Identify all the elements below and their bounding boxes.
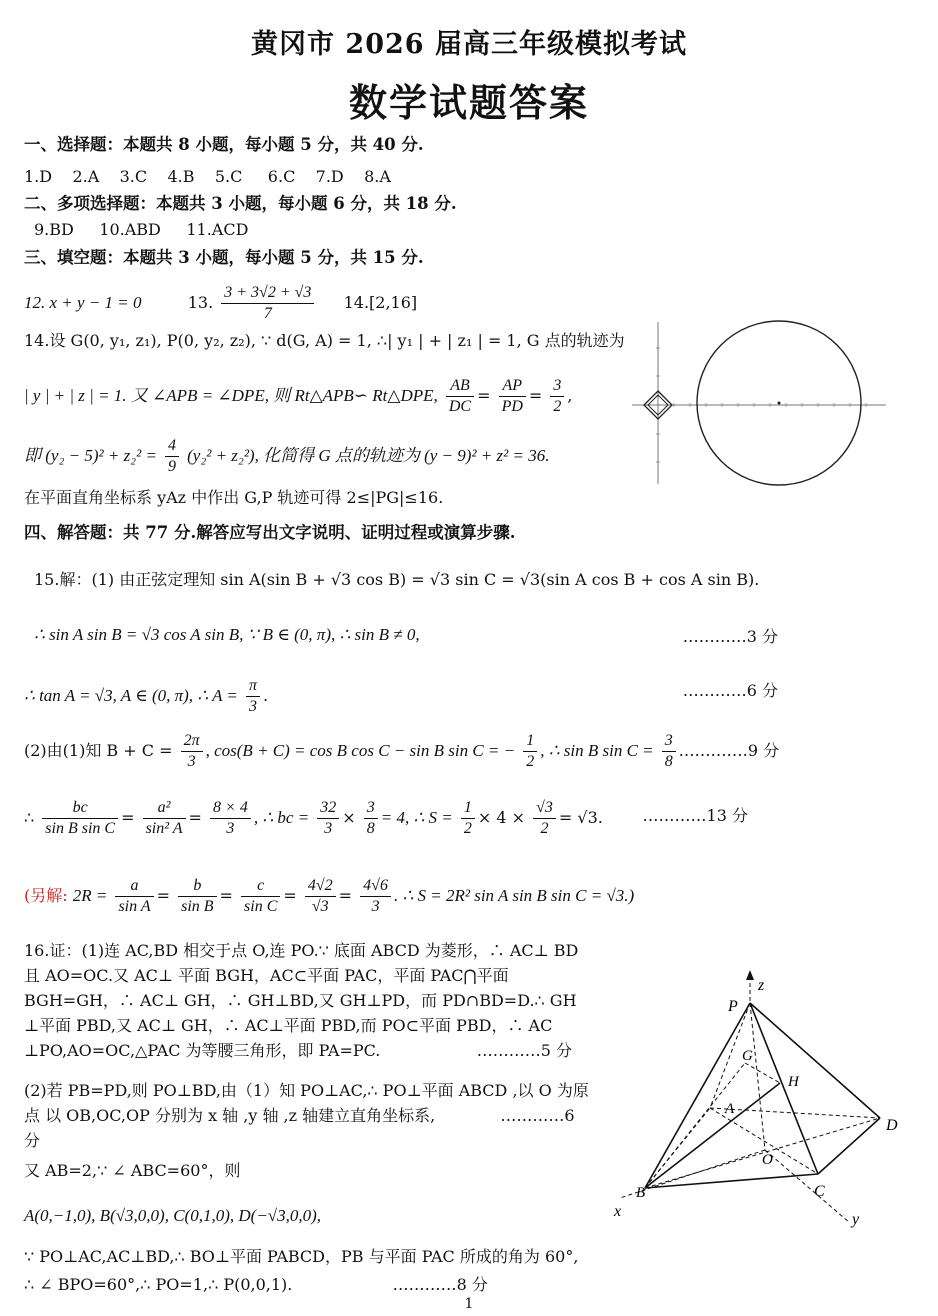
circle-center-dot bbox=[778, 402, 781, 405]
q15-score-6: …………6 分 bbox=[682, 681, 778, 700]
label-o: O bbox=[762, 1152, 773, 1168]
q15-frac-32-3 bbox=[317, 798, 339, 839]
q14-frac-4-9 bbox=[165, 436, 179, 477]
fill-answers-row bbox=[24, 283, 417, 324]
answer-title: 数学试题答案 bbox=[348, 80, 589, 125]
q15-line3: ∴ tan A = √3, A ∈ (0, π), ∴ A = $\frac{\pi}{3}$ . bbox=[24, 677, 269, 715]
section4-heading: 四、解答题：共 77 分.解答应写出文字说明、证明过程或演算步骤. bbox=[24, 523, 516, 542]
answer-14: 14.[2,16] bbox=[343, 293, 418, 312]
label-p: P bbox=[728, 998, 738, 1015]
q14-line2-text: | y | + | z | = 1. 又 ∠APB = ∠DPE, 则 Rt△APB∽ Rt△DPE, bbox=[24, 386, 438, 405]
q16-part2 bbox=[24, 1078, 592, 1153]
frac-den: 2 bbox=[540, 820, 549, 837]
alt-frac-a bbox=[115, 876, 153, 917]
q15-line2: ∴ sin A sin B = √3 cos A sin B, ∵ B ∈ (0, π), ∴ sin B ≠ 0, bbox=[34, 625, 420, 644]
page-number: 1 bbox=[464, 1296, 474, 1312]
q15-line3-text: ∴ tan A = √3, A ∈ (0, π), ∴ A = bbox=[24, 686, 238, 705]
frac-num: 3 bbox=[662, 731, 676, 752]
frac-num: AB bbox=[446, 376, 474, 397]
q15-line4-text-a: (2)由(1)知 B + C = bbox=[24, 741, 173, 760]
q14-frac-ab-dc bbox=[446, 376, 474, 417]
frac-num: bc bbox=[42, 798, 118, 819]
q16-line-p bbox=[24, 1274, 488, 1296]
q15-line5-end: = √3. bbox=[558, 808, 603, 827]
frac-den: 3 bbox=[324, 820, 333, 837]
q14-line3-text-b: (y₂² + z₂²), 化简得 G 点的轨迹为 (y − 9)² + z² = 36. bbox=[187, 446, 550, 465]
label-c: C bbox=[814, 1183, 825, 1200]
y-axis bbox=[765, 1150, 850, 1223]
q15-frac-3-8 bbox=[662, 731, 676, 772]
frac-den: 2 bbox=[526, 753, 535, 770]
answer-9: 9.BD bbox=[34, 220, 74, 239]
exam-title: 黄冈市 2026 届高三年级模拟考试 bbox=[251, 29, 687, 60]
frac-num: 4 bbox=[165, 436, 179, 457]
edge-pb bbox=[645, 1003, 750, 1188]
frac-den: 8 bbox=[664, 753, 673, 770]
frac-num: 2π bbox=[181, 731, 203, 752]
q15-frac-pi-3 bbox=[246, 676, 260, 717]
q14-solution-line2: | y | + | z | = 1. 又 ∠APB = ∠DPE, 则 Rt△APB∽ Rt△DPE, $\frac{AB}{DC}$ = $\frac{AP}{PD}$ = $\frac{3}{2}$ , bbox=[24, 377, 573, 415]
section2-answers bbox=[34, 219, 248, 241]
frac-num: √3 bbox=[533, 798, 556, 819]
answer-6: 6.C bbox=[267, 167, 296, 186]
section1-answers bbox=[24, 166, 391, 188]
answer-4: 4.B bbox=[167, 167, 195, 186]
label-a: A bbox=[725, 1101, 735, 1117]
q16-part1-text: 16.证：(1)连 AC,BD 相交于点 O,连 PO.∵ 底面 ABCD 为菱形，∴ AC⊥ BD 且 AO=OC.又 AC⊥ 平面 BGH，AC⊂平面 PAC，平面 PAC⋂平面 BGH=GH，∴ AC⊥ GH，∴ GH⊥BD,又 GH⊥PD，而 PD∩BD=D.∴ GH ⊥平面 PBD,又 AC⊥ GH，∴ AC⊥平面 PBD,而 PO⊂平面 PBD，∴ AC ⊥PO,AO=OC,△PAC 为等腰三角形，即 PA=PC. bbox=[24, 941, 579, 1060]
q15-frac-8x4 bbox=[210, 798, 251, 839]
q14-solution-line4: 在平面直角坐标系 yAz 中作出 G,P 轨迹可得 2≤|PG|≤16. bbox=[24, 488, 444, 507]
line-bg bbox=[645, 1063, 745, 1188]
q15-line4-text-b: , cos(B + C) = cos B cos C − sin B sin C = − bbox=[205, 741, 516, 760]
q14-solution-line3 bbox=[24, 436, 549, 477]
frac-den: sin C bbox=[244, 898, 278, 915]
q15-line5: ∴ $\frac{bc}{\text{sin B sin C}}$ = $\frac{\text{a²}}{\text{sin² A}}$ = $\frac{8 \times 4}{3}$ , ∴ bc = $\frac{32}{3}$ × $\frac{3}{8}$ = 4, ∴ S = $\frac{1}{2}$ × 4 × $\frac{√3}{2}$ = √3. bbox=[24, 799, 603, 837]
q13-numerator: 3 + 3√2 + √3 bbox=[221, 283, 314, 304]
answer-13-fraction bbox=[221, 283, 314, 324]
q15-frac-a2 bbox=[143, 798, 186, 839]
alt-frac-4sqrt2 bbox=[305, 876, 336, 917]
frac-num: 4√2 bbox=[305, 876, 336, 897]
q15-frac-1-2b bbox=[461, 798, 475, 839]
frac-den: 3 bbox=[187, 753, 196, 770]
alt-end: . ∴ S = 2R² sin A sin B sin C = √3.) bbox=[393, 886, 635, 905]
q15-line4-text-c: , ∴ sin B sin C = bbox=[540, 741, 654, 760]
q15-line5-mid: , ∴ bc = bbox=[253, 808, 310, 827]
trajectory-plot bbox=[624, 318, 894, 488]
frac-den: 8 bbox=[366, 820, 375, 837]
label-b: B bbox=[636, 1185, 646, 1201]
answer-1: 1.D bbox=[24, 167, 53, 186]
q15-score-3: …………3 分 bbox=[682, 627, 778, 646]
q15-line5-mid2: = 4, ∴ S = bbox=[380, 808, 453, 827]
answer-10: 10.ABD bbox=[99, 220, 161, 239]
frac-den: sin B bbox=[181, 898, 214, 915]
q16-score-5: …………5 分 bbox=[476, 1041, 572, 1060]
label-z: z bbox=[758, 977, 765, 994]
q14-line3-text-a: 即 (y₂ − 5)² + z₂² = bbox=[24, 446, 157, 465]
label-y: y bbox=[852, 1211, 860, 1228]
frac-den: sin² A bbox=[145, 820, 183, 837]
q15-score-9: .…………9 分 bbox=[678, 741, 780, 760]
z-arrow-icon bbox=[746, 970, 754, 980]
frac-den: √3 bbox=[311, 898, 329, 915]
q16-line-p-text: ∴ ∠ BPO=60°,∴ PO=1,∴ P(0,0,1). bbox=[24, 1275, 293, 1294]
q15-score-13: …………13 分 bbox=[642, 806, 748, 825]
section1-heading: 一、选择题：本题共 8 小题，每小题 5 分，共 40 分. bbox=[24, 135, 424, 154]
frac-num: AP bbox=[499, 376, 526, 397]
frac-den: 9 bbox=[168, 458, 177, 475]
alt-solution-label: (另解: bbox=[24, 886, 68, 905]
q16-score-6: …………6 分 bbox=[24, 1106, 575, 1150]
frac-num: 4√6 bbox=[360, 876, 391, 897]
answer-8: 8.A bbox=[364, 167, 391, 186]
label-x: x bbox=[614, 1203, 622, 1220]
q15-frac-1-2 bbox=[523, 731, 537, 772]
q16-coordinates: A(0,−1,0), B(√3,0,0), C(0,1,0), D(−√3,0,0), bbox=[24, 1206, 322, 1225]
q16-given: 又 AB=2,∵ ∠ ABC=60°，则 bbox=[24, 1161, 241, 1180]
q15-frac-sqrt3-2 bbox=[533, 798, 556, 839]
q14-solution-line1: 14.设 G(0, y₁, z₁), P(0, y₂, z₂), ∵ d(G, A) = 1, ∴| y₁ | + | z₁ | = 1, G 点的轨迹为 bbox=[24, 331, 625, 350]
label-g: G bbox=[742, 1048, 753, 1064]
frac-den: PD bbox=[501, 398, 523, 415]
section3-heading: 三、填空题：本题共 3 小题，每小题 5 分，共 15 分. bbox=[24, 248, 424, 267]
q16-part2-text: (2)若 PB=PD,则 PO⊥BD,由（1）知 PO⊥AC,∴ PO⊥平面 ABCD ,以 O 为原点 以 OB,OC,OP 分别为 x 轴 ,y 轴 ,z 轴建立直角坐标系, bbox=[24, 1081, 589, 1125]
label-h: H bbox=[788, 1074, 799, 1090]
q16-line-angle: ∵ PO⊥AC,AC⊥BD,∴ BO⊥平面 PABCD，PB 与平面 PAC 所成的角为 60°, bbox=[24, 1247, 579, 1266]
alt-frac-c bbox=[241, 876, 280, 917]
q15-line4 bbox=[24, 731, 779, 772]
pyramid-figure bbox=[600, 968, 918, 1238]
line-bh bbox=[645, 1083, 780, 1188]
alt-frac-b bbox=[178, 876, 216, 917]
frac-num: 8 × 4 bbox=[210, 798, 251, 819]
q15-frac-2pi-3 bbox=[181, 731, 203, 772]
frac-den: 2 bbox=[553, 398, 562, 415]
frac-num: c bbox=[241, 876, 280, 897]
frac-num: 1 bbox=[461, 798, 475, 819]
frac-num: 1 bbox=[523, 731, 537, 752]
frac-num: 3 bbox=[550, 376, 564, 397]
q16-part1 bbox=[24, 938, 592, 1063]
edge-cd bbox=[818, 1118, 880, 1174]
answer-3: 3.C bbox=[119, 167, 148, 186]
q15-line1: 15.解：(1) 由正弦定理知 sin A(sin B + √3 cos B) = √3 sin C = √3(sin A cos B + cos A sin B). bbox=[34, 570, 760, 589]
q16-score-8: …………8 分 bbox=[392, 1275, 488, 1294]
frac-num: a bbox=[115, 876, 153, 897]
answer-2: 2.A bbox=[72, 167, 100, 186]
answer-7: 7.D bbox=[315, 167, 344, 186]
q14-frac-3-2 bbox=[550, 376, 564, 417]
q15-line5-x4: × 4 × bbox=[477, 808, 526, 827]
frac-den: 2 bbox=[463, 820, 472, 837]
frac-den: DC bbox=[448, 398, 472, 415]
frac-num: 3 bbox=[364, 798, 378, 819]
frac-num: b bbox=[178, 876, 216, 897]
alt-2r: 2R = bbox=[72, 886, 108, 905]
frac-den: sin B sin C bbox=[45, 820, 116, 837]
frac-den: 3 bbox=[371, 898, 380, 915]
edge-pd bbox=[750, 1003, 880, 1118]
alt-frac-4sqrt6 bbox=[360, 876, 391, 917]
q15-alt-solution: (另解: 2R = $\frac{a}{\text{sin A}}$ = $\frac{b}{\text{sin B}}$ = $\frac{c}{\text{sin C}}$ = $\frac{4√2}{√3}$ = $\frac{4√6}{3}$ . ∴ S = 2R² sin A sin B sin C = √3.) bbox=[24, 877, 635, 915]
section2-heading: 二、多项选择题：本题共 3 小题，每小题 6 分，共 18 分. bbox=[24, 194, 457, 213]
q15-line5-therefore: ∴ bbox=[24, 808, 35, 827]
frac-num: 32 bbox=[317, 798, 339, 819]
frac-num: π bbox=[246, 676, 260, 697]
answer-13-label: 13. bbox=[187, 293, 214, 312]
q15-frac-3-8b bbox=[364, 798, 378, 839]
answer-11: 11.ACD bbox=[186, 220, 249, 239]
answer-12: 12. x + y − 1 = 0 bbox=[24, 293, 142, 312]
frac-den: 3 bbox=[226, 820, 235, 837]
label-d: D bbox=[886, 1117, 898, 1134]
q13-denominator: 7 bbox=[263, 305, 272, 322]
q14-frac-ap-pd bbox=[499, 376, 526, 417]
answer-5: 5.C bbox=[214, 167, 243, 186]
frac-num: a² bbox=[143, 798, 186, 819]
q15-frac-bc bbox=[42, 798, 118, 839]
edge-pc bbox=[750, 1003, 818, 1174]
frac-den: 3 bbox=[248, 698, 257, 715]
line-po bbox=[750, 1003, 765, 1150]
frac-den: sin A bbox=[118, 898, 151, 915]
